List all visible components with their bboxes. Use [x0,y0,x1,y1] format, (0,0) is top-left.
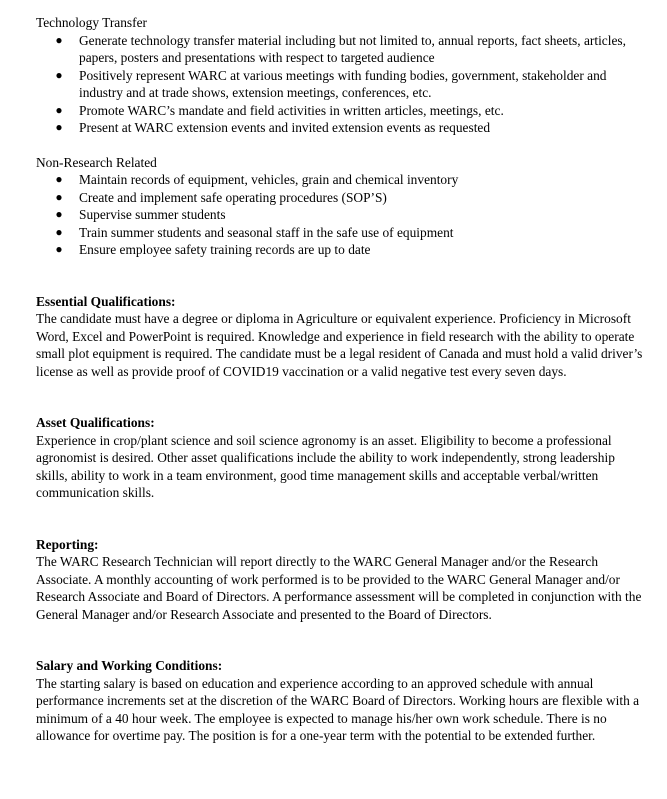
essential-qualifications-text: The candidate must have a degree or diploma in Agriculture or equivalent experience. Proficiency in Microsoft Word, Excel and PowerPoint is required. Knowledge and experience in field research with the ability to operate small plot equipment is required. The candidate must be a legal resident of Canada and must hold a valid driver’s license as well as provide proof of COVID19 vaccination or a valid negative test every seven days. [36,311,643,379]
list-item: ● Positively represent WARC at various meetings with funding bodies, government, stakeholder and industry and at trade shows, extension meetings, conferences, etc. [55,67,607,100]
list-item: ● Generate technology transfer material including but not limited to, annual reports, fact sheets, articles, papers, posters and presentations with respect to targeted audience [55,32,626,65]
bullet-icon: ● [55,172,63,186]
list-item: ● Train summer students and seasonal staff in the safe use of equipment [55,224,454,240]
non-research-list [36,171,644,259]
document-page [36,14,644,745]
bullet-icon: ● [55,224,63,239]
tech-transfer-list [36,32,644,137]
bullet-icon: ● [55,67,63,82]
list-item: ● Promote WARC’s mandate and field activities in written articles, meetings, etc. [55,102,504,118]
bullet-icon: ● [55,120,63,134]
list-item: ● Supervise summer students [55,207,226,222]
list-item: ● Ensure employee safety training records are up to date [55,242,371,257]
reporting-text: The WARC Research Technician will report directly to the WARC General Manager and/or the Research Associate. A monthly accounting of work performed is to be provided to the WARC General Manager and/or Research Associate and Board of Directors. A performance assessment will be completed in conjunction with the General Manager and/or Research Associate and presented to the Board of Directors. [36,554,642,622]
bullet-icon: ● [55,242,63,256]
bullet-icon: ● [55,189,63,204]
essential-qualifications-heading: Essential Qualifications: [36,293,176,309]
salary-text: The starting salary is based on education and experience according to an approved schedule with annual performance increments set at the discretion of the WARC Board of Directors. Working hours are flexible with a minimum of a 40 hour week. The employee is expected to manage his/her own work schedule. There is no allowance for overtime pay. The position is for a one-year term with the potential to be extended further. [36,675,640,743]
list-item: ● Create and implement safe operating procedures (SOP’S) [55,189,387,205]
asset-qualifications-text: Experience in crop/plant science and soil science agronomy is an asset. Eligibility to become a professional agronomist is desired. Other asset qualifications include the ability to work independently, strong leadership skills, ability to work in a team environment, good time management skills and acceptable verbal/written communication skills. [36,432,615,500]
asset-qualifications-heading: Asset Qualifications: [36,415,155,430]
reporting-heading: Reporting: [36,536,99,552]
bullet-icon: ● [55,207,63,221]
tech-transfer-heading: Technology Transfer [36,15,148,30]
bullet-icon: ● [55,102,63,117]
list-item: ● Present at WARC extension events and invited extension events as requested [55,120,491,135]
non-research-heading: Non-Research Related [36,154,157,170]
bullet-icon: ● [55,32,63,47]
list-item: ● Maintain records of equipment, vehicles, grain and chemical inventory [55,172,459,187]
salary-heading: Salary and Working Conditions: [36,658,223,673]
